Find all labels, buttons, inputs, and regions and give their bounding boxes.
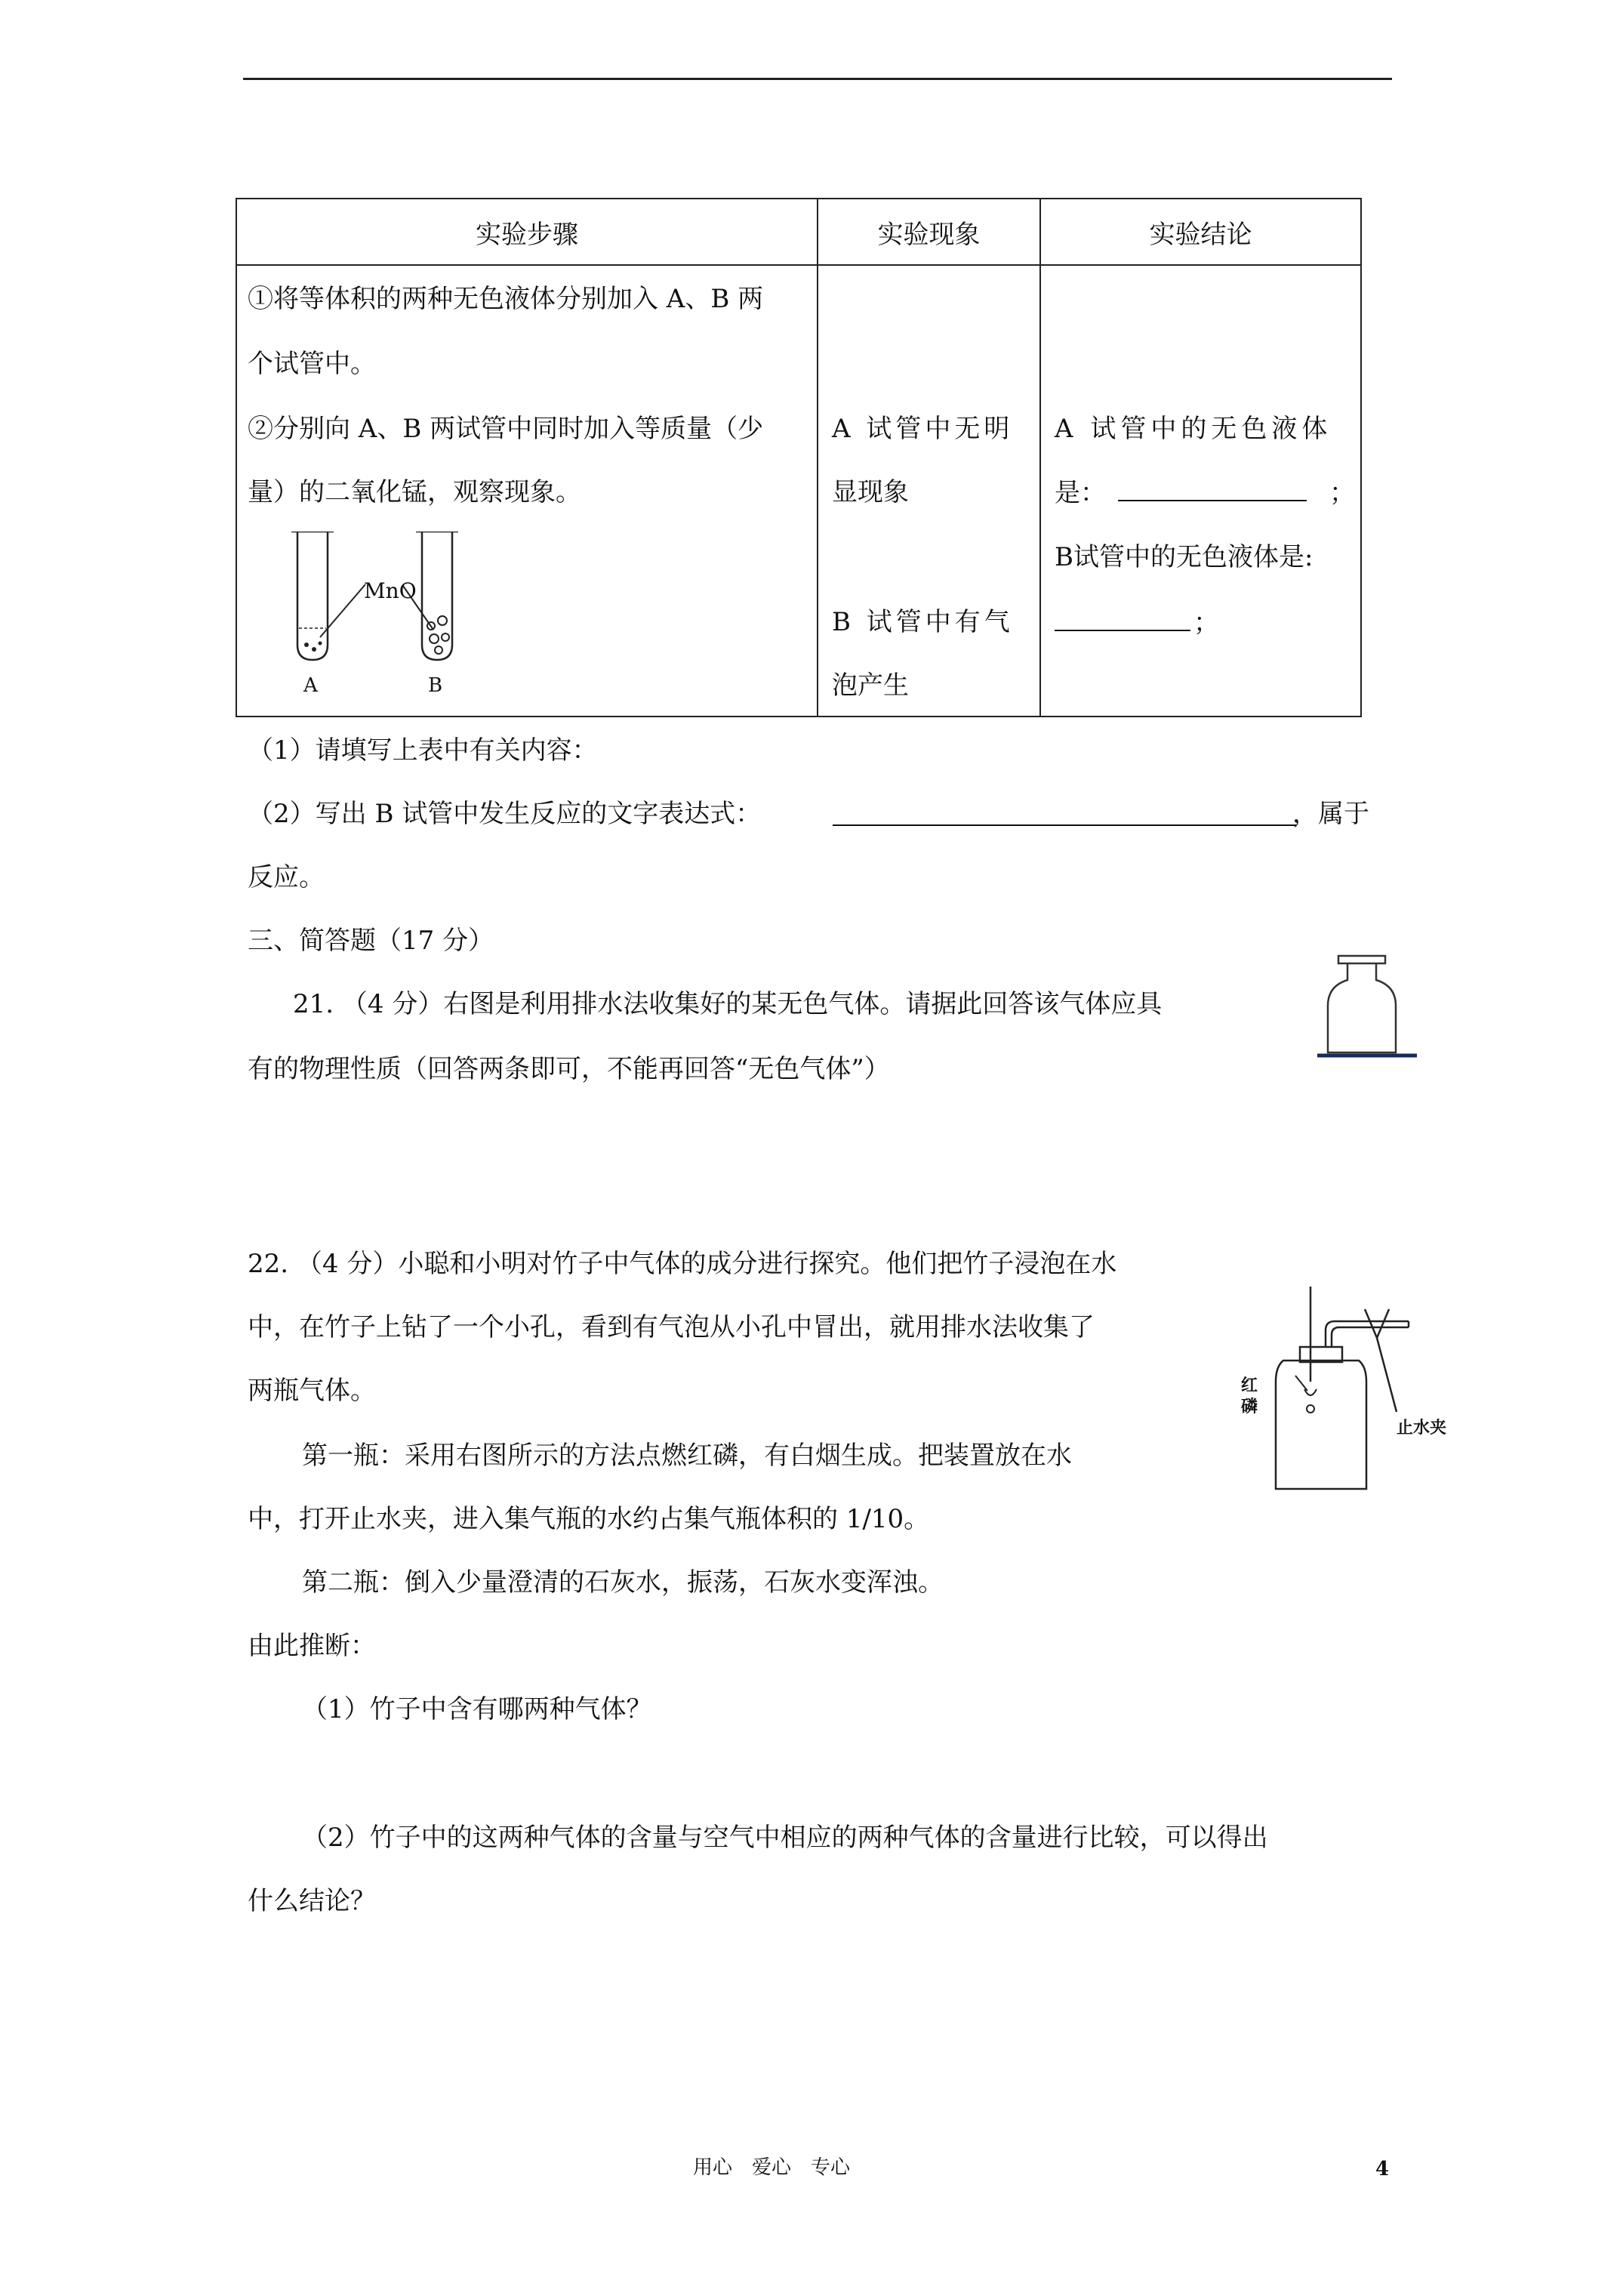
tube-a-label: A [303,674,318,697]
question-22-sub-1: （1）竹子中含有哪两种气体？ [302,1694,652,1724]
question-1: （1）请填写上表中有关内容： [248,735,598,766]
bubbles-icon [427,616,449,654]
conclusion-b-line-2 [1055,607,1219,638]
phenomenon-a-line-1: A 试管中无明 [832,414,1014,444]
test-tubes-diagram [282,532,765,713]
question-2-line-2: 反应。 [248,862,325,892]
question-22-line-7: 由此推断： [248,1631,376,1661]
phenomena-cell [818,265,1040,717]
red-phosphorus-label-1: 红 [1241,1376,1258,1395]
question-22-sub-2-line-2: 什么结论？ [248,1886,376,1916]
step-line-2: 个试管中。 [248,349,376,379]
experiment-table [236,198,1362,717]
tube-b-label: B [428,674,443,697]
step-line-1: ①将等体积的两种无色液体分别加入 A、B 两 [248,284,764,314]
conclusion-b-line-1: B试管中的无色液体是: [1055,542,1313,572]
conclusions-cell [1040,265,1361,717]
answer-blank-equation[interactable] [833,824,1296,826]
conclusion-a-line-1: A 试管中的无色液体 [1055,414,1332,444]
header-rule [243,78,1392,80]
steps-cell [236,265,818,717]
question-22-sub-2-line-1: （2）竹子中的这两种气体的含量与空气中相应的两种气体的含量进行比较，可以得出 [302,1823,1268,1853]
red-phosphorus-label-2: 磷 [1241,1397,1258,1416]
answer-blank-b[interactable] [1055,607,1190,631]
combustion-spoon-icon [1295,1376,1317,1413]
answer-blank-a[interactable] [1118,477,1307,501]
reagent-label: MnO [364,578,417,603]
question-21-line-2: 有的物理性质（回答两条即可，不能再回答“无色气体”） [248,1054,890,1084]
phenomenon-a-line-2: 显现象 [832,477,909,507]
question-22-line-4: 第一瓶：采用右图所示的方法点燃红磷，有白烟生成。把装置放在水 [302,1441,1072,1471]
gas-bottle-icon [1317,953,1423,1063]
tube-a-icon [291,532,334,660]
phenomenon-b-line-1: B 试管中有气 [832,607,1014,637]
conclusion-a-prefix: 是： [1055,478,1106,508]
table-header-row [236,199,1361,265]
question-22-line-5: 中，打开止水夹，进入集气瓶的水约占集气瓶体积的 1/10。 [248,1504,930,1534]
water-clamp-label: 止水夹 [1397,1418,1447,1438]
section-3-heading: 三、简答题（17 分） [248,926,494,956]
water-clamp-icon [1365,1309,1397,1412]
conclusion-a-line-2 [1055,477,1355,508]
question-22-line-3: 两瓶气体。 [248,1376,376,1406]
question-2-text: （2）写出 B 试管中发生反应的文字表达式： [248,799,762,829]
header-steps: 实验步骤 [236,199,818,265]
tube-a-liquid-icon [299,628,326,652]
question-22-line-6: 第二瓶：倒入少量澄清的石灰水，振荡，石灰水变浑浊。 [302,1567,944,1598]
question-2-suffix: ，属于 [1292,799,1369,829]
conclusion-b-suffix: ； [1193,608,1219,638]
header-phenomena: 实验现象 [818,199,1040,265]
page-number: 4 [1375,2158,1390,2180]
phenomenon-b-line-2: 泡产生 [832,670,909,701]
footer-motto: 用心 爱心 专心 [693,2156,851,2179]
tube-b-icon [416,532,458,660]
question-22-line-2: 中，在竹子上钻了一个小孔，看到有气泡从小孔中冒出，就用排水法收集了 [248,1312,1095,1342]
question-21-line-1: 21. （4 分）右图是利用排水法收集好的某无色气体。请据此回答该气体应具 [293,989,1163,1019]
step-line-4: 量）的二氧化锰，观察现象。 [248,477,581,507]
table-row [236,265,1361,717]
conclusion-a-suffix: ； [1329,478,1355,508]
step-line-3: ②分别向 A、B 两试管中同时加入等质量（少 [248,414,764,444]
question-22-line-1: 22. （4 分）小聪和小明对竹子中气体的成分进行探究。他们把竹子浸泡在水 [248,1249,1117,1279]
phosphorus-apparatus-icon [1230,1284,1464,1495]
header-conclusions: 实验结论 [1040,199,1361,265]
